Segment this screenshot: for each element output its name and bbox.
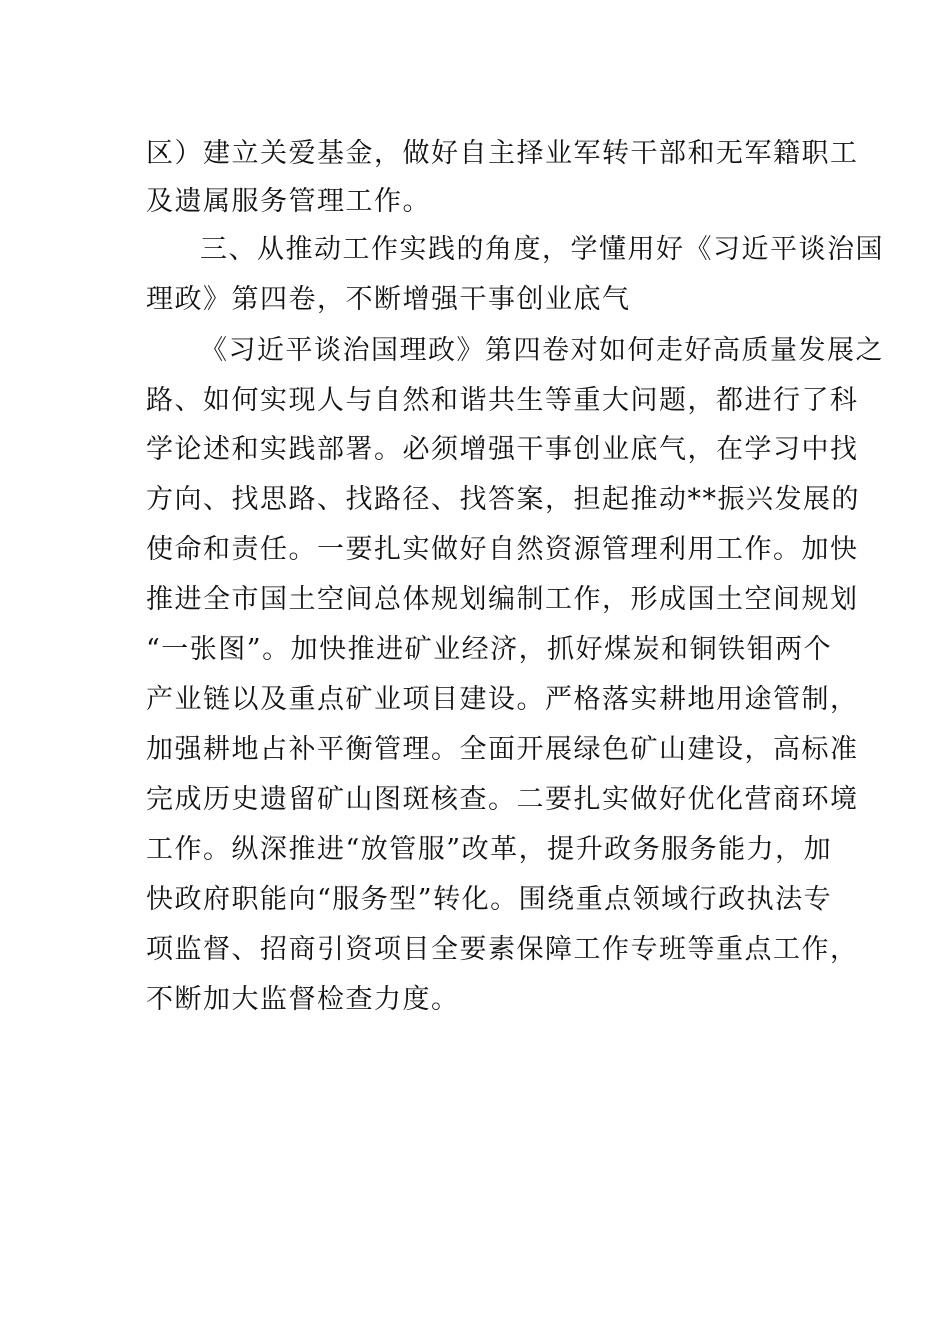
text-line: 区）建立关爱基金，做好自主择业军转干部和无军籍职工 (146, 138, 859, 169)
text-line: 使命和责任。一要扎实做好自然资源管理利用工作。加快 (146, 534, 859, 565)
text-line: “一张图”。加快推进矿业经济，抓好煤炭和铜铁钼两个 (146, 634, 833, 665)
text-line: 工作。纵深推进“放管服”改革，提升政务服务能力，加 (146, 834, 833, 865)
text-line: 不断加大监督检查力度。 (146, 984, 460, 1015)
text-line: 快政府职能向“服务型”转化。围绕重点领域行政执法专 (146, 884, 833, 915)
text-line: 项监督、招商引资项目全要素保障工作专班等重点工作， (146, 934, 859, 965)
text-line: 完成历史遗留矿山图斑核查。二要扎实做好优化营商环境 (146, 784, 859, 815)
text-line: 方向、找思路、找路径、找答案，担起推动**振兴发展的 (146, 484, 860, 515)
text-line: 加强耕地占补平衡管理。全面开展绿色矿山建设，高标准 (146, 734, 859, 765)
section-heading-line: 理政》第四卷，不断增强干事创业底气 (146, 284, 631, 315)
text-line: 推进全市国土空间总体规划编制工作，形成国土空间规划 (146, 584, 859, 615)
text-line: 及遗属服务管理工作。 (146, 186, 431, 217)
section-heading-line: 三、从推动工作实践的角度，学懂用好《习近平谈治国 (200, 234, 884, 265)
text-line: 路、如何实现人与自然和谐共生等重大问题，都进行了科 (146, 385, 859, 416)
text-line: 产业链以及重点矿业项目建设。严格落实耕地用途管制， (146, 684, 859, 715)
text-line: 《习近平谈治国理政》第四卷对如何走好高质量发展之 (200, 335, 884, 366)
text-line: 学论述和实践部署。必须增强干事创业底气，在学习中找 (146, 434, 859, 465)
